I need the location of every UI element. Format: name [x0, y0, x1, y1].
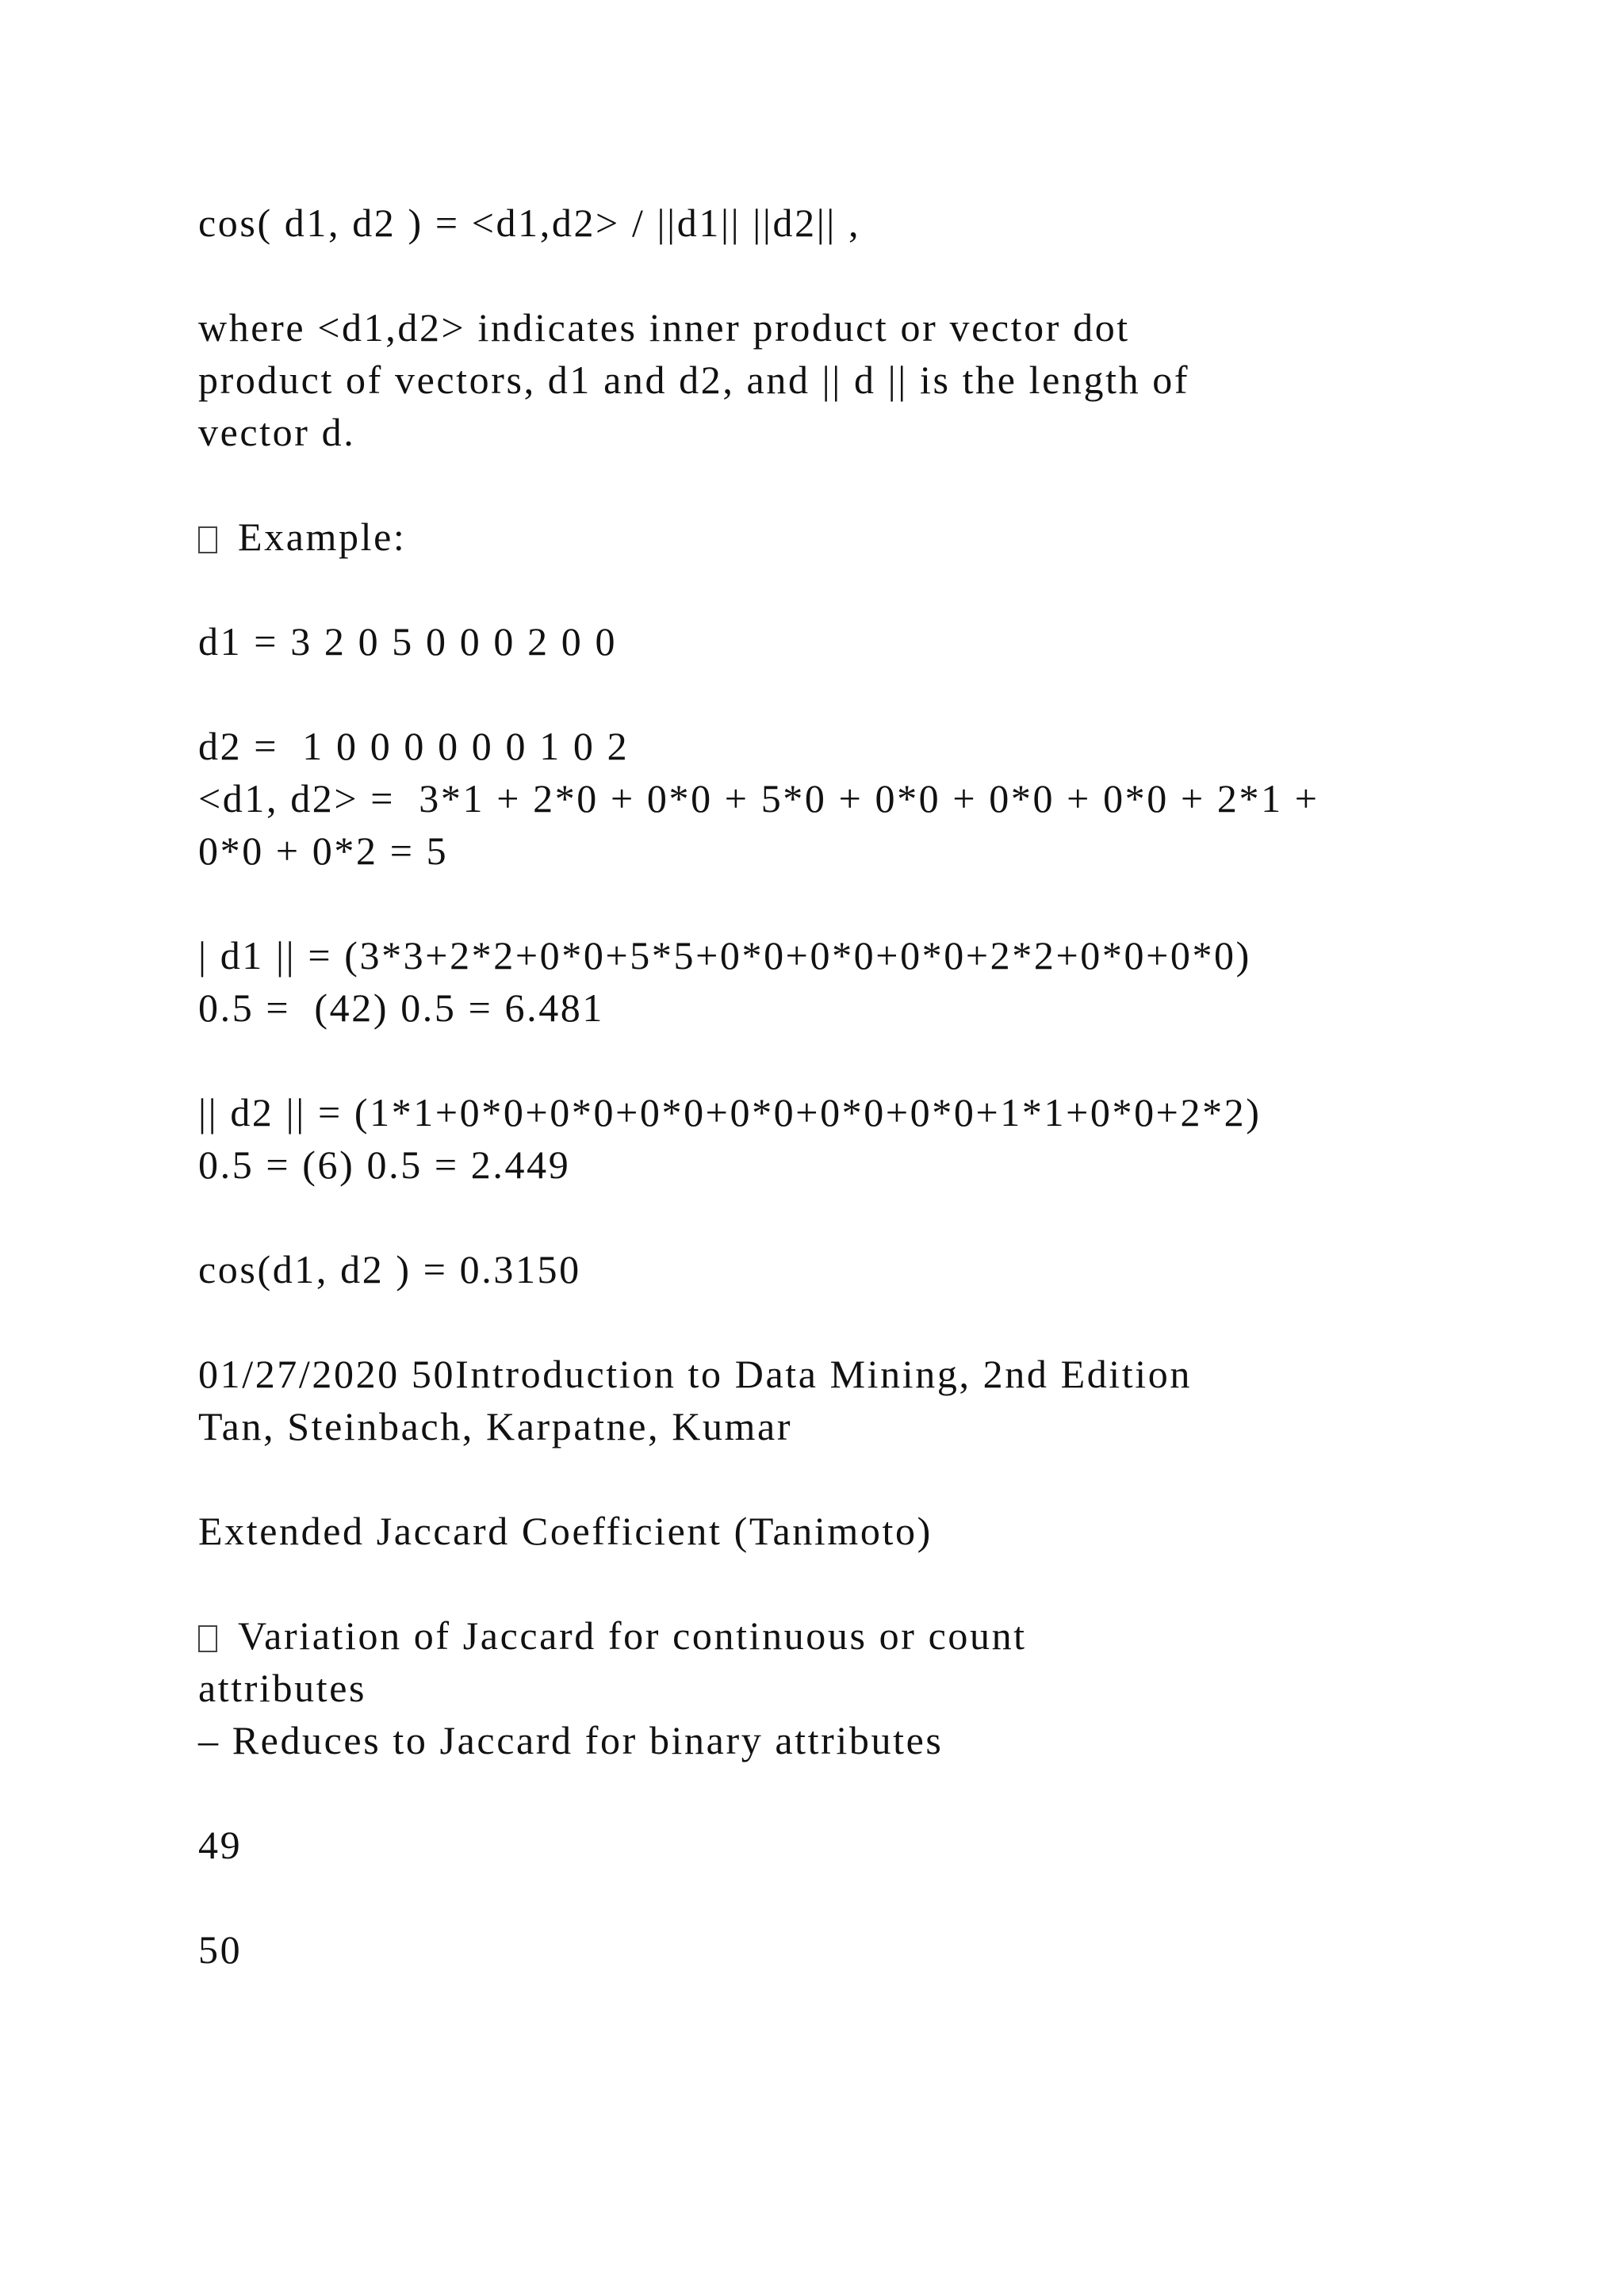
- page-number-49: 49: [198, 1823, 243, 1867]
- bullet-box-icon: [198, 1625, 217, 1652]
- slide-footer-line-2: Tan, Steinbach, Karpatne, Kumar: [198, 1404, 793, 1448]
- where-line-2: product of vectors, d1 and d2, and || d || is the length of: [198, 358, 1190, 402]
- variation-text: Variation of Jaccard for continuous or count: [238, 1613, 1027, 1658]
- dot-product-line-1: <d1, d2> = 3*1 + 2*0 + 0*0 + 5*0 + 0*0 + 0*0 + 0*0 + 2*1 +: [198, 776, 1320, 821]
- norm-d2-line-1: || d2 || = (1*1+0*0+0*0+0*0+0*0+0*0+0*0+1*1+0*0+2*2): [198, 1090, 1262, 1135]
- where-line-1: where <d1,d2> indicates inner product or vector dot: [198, 305, 1130, 350]
- norm-d2-line-2: 0.5 = (6) 0.5 = 2.449: [198, 1142, 571, 1187]
- variation-line-2: attributes: [198, 1666, 367, 1710]
- cosine-formula: cos( d1, d2 ) = <d1,d2> / ||d1|| ||d2|| ,: [198, 201, 861, 245]
- example-label: Example:: [238, 515, 407, 559]
- where-line-3: vector d.: [198, 410, 356, 454]
- section-title: Extended Jaccard Coefficient (Tanimoto): [198, 1509, 933, 1553]
- bullet-box-icon: [198, 526, 217, 553]
- d1-vector: d1 = 3 2 0 5 0 0 0 2 0 0: [198, 619, 618, 664]
- example-heading: [198, 511, 406, 563]
- slide-footer-line-1: 01/27/2020 50Introduction to Data Mining, 2nd Edition: [198, 1352, 1192, 1396]
- norm-d1-line-2: 0.5 = (42) 0.5 = 6.481: [198, 985, 604, 1030]
- d2-vector: d2 = 1 0 0 0 0 0 0 1 0 2: [198, 724, 630, 768]
- dot-product-line-2: 0*0 + 0*2 = 5: [198, 828, 449, 873]
- variation-bullet: [198, 1609, 1027, 1662]
- page-number-50: 50: [198, 1927, 243, 1972]
- cosine-result: cos(d1, d2 ) = 0.3150: [198, 1247, 581, 1292]
- reduces-sub-bullet: – Reduces to Jaccard for binary attributes: [198, 1718, 944, 1762]
- norm-d1-line-1: | d1 || = (3*3+2*2+0*0+5*5+0*0+0*0+0*0+2*2+0*0+0*0): [198, 933, 1251, 978]
